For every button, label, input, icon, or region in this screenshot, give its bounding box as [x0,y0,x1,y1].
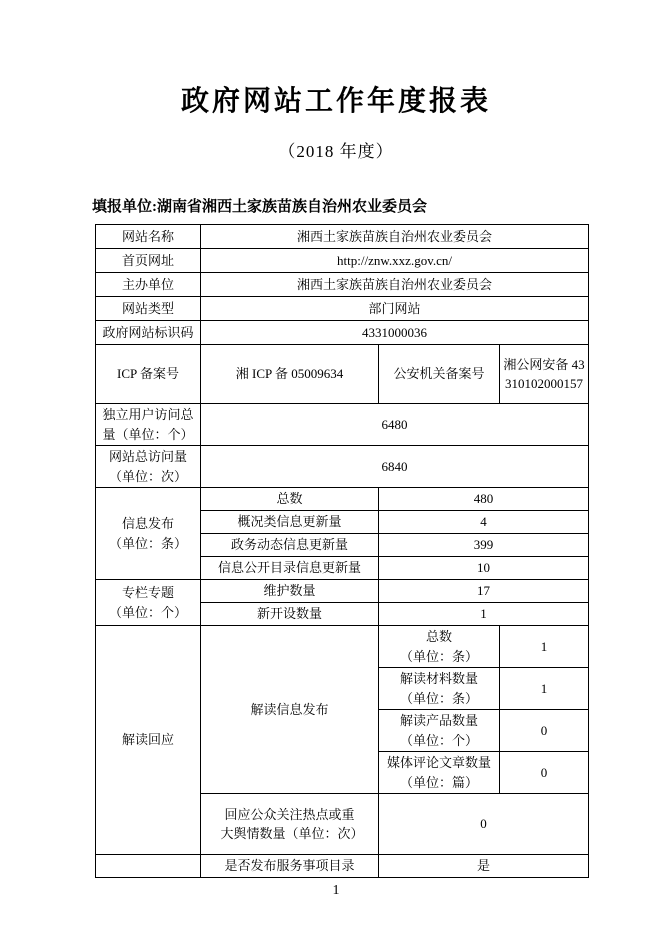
info-release-group-title: 信息发布 [121,516,174,531]
info-release-row-label: 政务动态信息更新量 [201,534,379,557]
table-row [96,855,589,878]
service-catalog-label: 是否发布服务事项目录 [201,855,379,878]
interpretation-sub-value: 0 [500,710,589,752]
special-columns-row-value: 1 [379,603,589,626]
interpretation-sub-title: 解读产品数量 [399,713,478,728]
table-row [96,626,589,668]
police-filing-label: 公安机关备案号 [379,345,500,404]
website-type-label: 网站类型 [96,297,201,321]
table-row [96,404,589,446]
interpretation-sub-unit: （单位：篇） [399,774,478,790]
table-row [96,249,589,273]
website-name-value: 湘西土家族苗族自治州农业委员会 [201,225,589,249]
unique-visitors-value: 6480 [201,404,589,446]
interpretation-sub-unit: （单位：条） [399,690,478,706]
table-row [96,345,589,404]
info-release-group-unit: （单位：条） [108,535,187,551]
interpretation-sub-value: 0 [500,752,589,794]
hotspot-response-value: 0 [379,794,589,855]
interpretation-sub-label [379,752,500,794]
info-release-row-label: 信息公开目录信息更新量 [201,557,379,580]
interpretation-sub-value: 1 [500,668,589,710]
sponsor-unit-value: 湘西土家族苗族自治州农业委员会 [201,273,589,297]
table-row [96,273,589,297]
site-id-value: 4331000036 [201,321,589,345]
special-columns-group-title: 专栏专题 [121,585,174,600]
table-row [96,446,589,488]
interpretation-sub-label [379,710,500,752]
special-columns-row-label: 新开设数量 [201,603,379,626]
table-row [96,321,589,345]
interpretation-group-label: 解读回应 [96,626,201,855]
homepage-url-label: 首页网址 [96,249,201,273]
interpretation-sub-value: 1 [500,626,589,668]
interpretation-sub-label [379,668,500,710]
interpretation-sub-unit: （单位：个） [399,732,478,748]
special-columns-group-label [96,580,201,626]
table-row [96,488,589,511]
interpretation-sub-unit: （单位：条） [399,648,478,664]
icp-filing-value: 湘 ICP 备 05009634 [201,345,379,404]
interpretation-sub-label [379,626,500,668]
police-filing-value: 湘公网安备 43310102000157 [500,345,589,404]
table-row [96,225,589,249]
page-number: 1 [332,883,340,898]
hotspot-response-label [201,794,379,855]
empty-cell [96,855,201,878]
sponsor-unit-label: 主办单位 [96,273,201,297]
info-release-row-value: 399 [379,534,589,557]
interpretation-release-label: 解读信息发布 [201,626,379,794]
interpretation-sub-title: 解读材料数量 [399,671,478,686]
interpretation-sub-title: 总数 [425,629,452,644]
service-catalog-value: 是 [379,855,589,878]
reporting-unit: 填报单位:湖南省湘西土家族苗族自治州农业委员会 [92,199,427,215]
total-visits-label: 网站总访问量（单位：次） [96,446,201,488]
info-release-row-label: 概况类信息更新量 [201,511,379,534]
info-release-row-label: 总数 [201,488,379,511]
homepage-url-value: http://znw.xxz.gov.cn/ [201,249,589,273]
website-name-label: 网站名称 [96,225,201,249]
special-columns-group-unit: （单位：个） [108,604,187,620]
icp-filing-label: ICP 备案号 [96,345,201,404]
site-id-label: 政府网站标识码 [96,321,201,345]
info-release-row-value: 4 [379,511,589,534]
unique-visitors-label: 独立用户访问总量（单位：个） [96,404,201,446]
info-release-row-value: 10 [379,557,589,580]
document-subtitle: （2018 年度） [278,142,394,161]
table-row [96,580,589,603]
document-title: 政府网站工作年度报表 [180,85,491,116]
table-row [96,297,589,321]
interpretation-sub-title: 媒体评论文章数量 [386,755,491,770]
special-columns-row-value: 17 [379,580,589,603]
special-columns-row-label: 维护数量 [201,580,379,603]
info-release-row-value: 480 [379,488,589,511]
info-release-group-label [96,488,201,580]
hotspot-response-label-text: 回应公众关注热点或重大舆情数量（单位：次） [220,806,364,841]
website-type-value: 部门网站 [201,297,589,321]
report-table [95,224,589,878]
total-visits-value: 6840 [201,446,589,488]
